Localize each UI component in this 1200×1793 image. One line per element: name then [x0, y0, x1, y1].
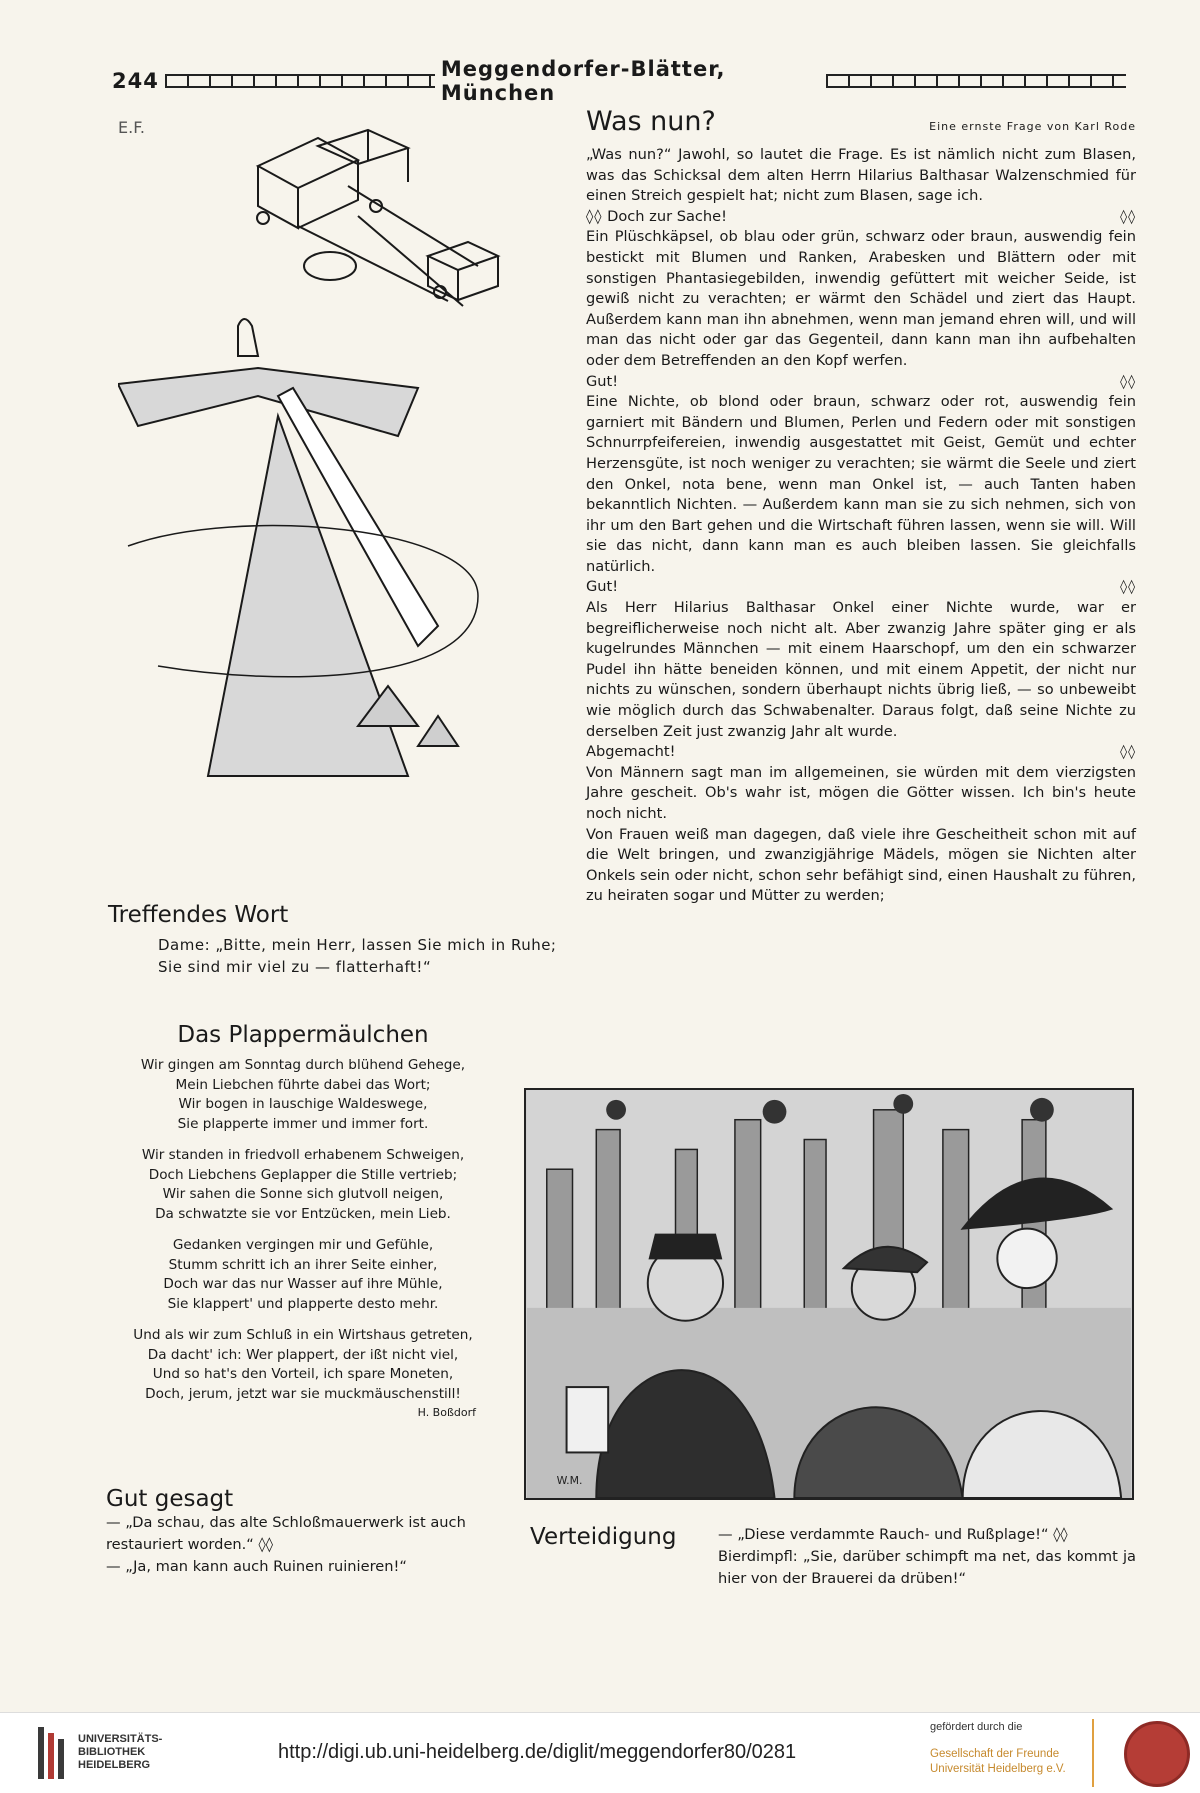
article-paragraph: Abgemacht! [586, 743, 676, 761]
article-was-nun [586, 106, 1136, 907]
article-paragraph: „Was nun?“ Jawohl, so lautet die Frage. Es ist nämlich nicht zum Blasen, was das Schicksal dem alten Herrn Hilarius Balthasar Walzenschmied für einen Streich gespielt hat; nicht zum Blasen, sage ich. [586, 146, 1136, 205]
ornament-mark: ◊◊ [1120, 744, 1136, 761]
article-paragraph: Doch zur Sache! [607, 207, 728, 225]
section-title: Gut gesagt [106, 1486, 234, 1512]
support-text: gefördert durch die [930, 1721, 1023, 1733]
poem-line: Wir sahen die Sonne sich glutvoll neigen, [162, 1186, 444, 1202]
poem-stanza [108, 1236, 498, 1314]
article-paragraph: Eine Nichte, ob blond oder braun, schwarz oder rot, auswendig fein garniert mit Bändern und Blumen, Perlen und Federn oder mit sonstigen Schnurrpfeifereien, inwendig ausgestattet mit Geist, Gemüt und echter Herzensgüte, ist noch weniger zu verachten; sie wärmt die Seele und ziert den Onkel, nota bene, wenn man Onkel ist, — auch Tanten haben bekanntlich Nichten. — Außerdem kann man sie zu sich nehmen, sich von ihr um den Bart gehen und die Wirtschaft führen lassen, wenn sie will. Will sie das nicht, dann kann man es auch bleiben lassen. Sie gleichfalls natürlich. [586, 393, 1136, 575]
poem-line: Und so hat's den Vorteil, ich spare Moneten, [152, 1366, 454, 1382]
poem-line: Wir bogen in lauschige Waldeswege, [178, 1096, 428, 1112]
section-gut-gesagt [106, 1486, 496, 1578]
poem-line: Wir standen in friedvoll erhabenem Schweigen, [141, 1147, 465, 1163]
source-url-link[interactable]: http://digi.ub.uni-heidelberg.de/diglit/meggendorfer80/0281 [278, 1741, 797, 1763]
biplane-box-rear [318, 130, 408, 182]
article-paragraph: Als Herr Hilarius Balthasar Onkel einer Nichte wurde, war er begreiflicherweise noch nicht alt. Aber zwanzig Jahre später ging er als kugelrundes Männchen — mit einem Haarschopf, um den ein schwarzer Pudel ihn hätte beneiden können, und mit einem Appetit, der nicht nur nichts zu wünschen, sondern überhaupt nichts übrig ließ, — so unbeweibt wie möglich durch das Schwabenalter. Daraus folgt, daß seine Nichte zu derselben Zeit just zwanzig Jahr alt wurde. [586, 599, 1136, 740]
page-header [112, 57, 1132, 105]
poem-line: Gedanken vergingen mir und Gefühle, [172, 1237, 434, 1253]
poem-stanza [108, 1146, 498, 1224]
poem-line: Und als wir zum Schluß in ein Wirtshaus getreten, [133, 1327, 473, 1343]
airship-steeple-illustration [118, 126, 538, 896]
poem-line: Doch war das nur Wasser auf ihre Mühle, [163, 1276, 443, 1292]
steeple-platform-wing [118, 368, 418, 436]
illustration-signature: W.M. [556, 1474, 583, 1488]
poem-title: Das Plappermäulchen [177, 1022, 429, 1048]
article-paragraph: Gut! [586, 578, 619, 596]
poem-plappermaeulchen [108, 1022, 498, 1419]
poem-line: Mein Liebchen führte dabei das Wort; [175, 1076, 431, 1093]
poem-line: Da schwatzte sie vor Entzücken, mein Lieb. [155, 1205, 451, 1222]
article-byline: Eine ernste Frage von Karl Rode [929, 120, 1136, 133]
poem-line: Sie klappert' und plapperte desto mehr. [167, 1295, 439, 1312]
poem-line: Doch, jerum, jetzt war sie muckmäuschenstill! [145, 1385, 461, 1402]
page-number: 244 [112, 69, 159, 93]
section-verteidigung [718, 1524, 1136, 1590]
section-treffendes-wort [108, 902, 568, 978]
poem-line: Sie plapperte immer und immer fort. [177, 1115, 429, 1132]
society-name: Gesellschaft der Freunde Universität Heidelberg e.V. [930, 1748, 1066, 1775]
poem-line: Da dacht' ich: Wer plappert, der ißt nicht viel, [147, 1346, 459, 1363]
biplane-box-tail [428, 242, 498, 300]
article-paragraph: Von Frauen weiß man dagegen, daß viele ihre Gescheitheit schon mit auf die Welt bringen, und zwanzigjährige Mädels, mögen sie Nichten alter Onkels sein oder nicht, schon sehr befähigt sind, einen Haushalt zu führen, zu heiraten sogar und Mütter zu werden; [586, 825, 1136, 905]
library-footer [0, 1712, 1200, 1793]
poem-line: Stumm schritt ich an ihrer Seite einher, [168, 1256, 438, 1273]
beer-mug [567, 1387, 609, 1452]
ornament-mark: ◊◊ [1120, 579, 1136, 596]
biplane-box-front [258, 138, 358, 228]
poem-line: Wir gingen am Sonntag durch blühend Gehege, [140, 1057, 466, 1073]
dialogue-line: Bierdimpfl: „Sie, darüber schimpft ma net, das kommt ja hier von der Brauerei da drüben!“ [718, 1548, 1136, 1587]
dialogue-line: — „Diese verdammte Rauch- und Rußplage!“ [718, 1526, 1049, 1543]
illustration-signature: E.F. [118, 118, 145, 137]
ornament-mark: ◊◊ [1053, 1526, 1068, 1543]
ornament-mark: ◊◊ [586, 207, 603, 225]
article-title: Was nun? [586, 106, 716, 137]
footer-divider [1092, 1719, 1094, 1787]
figure-on-steeple [238, 319, 258, 356]
section-title-verteidigung: Verteidigung [530, 1524, 677, 1550]
journal-title: Meggendorfer-Blätter, München [440, 57, 726, 105]
poem-author: H. Boßdorf [417, 1406, 476, 1419]
poem-line: Doch Liebchens Geplapper die Stille vertrieb; [148, 1166, 458, 1183]
ornament-mark: ◊◊ [1120, 208, 1136, 225]
dialogue-line: — „Ja, man kann auch Ruinen ruinieren!“ [106, 1558, 407, 1575]
section-text: Dame: „Bitte, mein Herr, lassen Sie mich in Ruhe; Sie sind mir viel zu — flatterhaft!“ [158, 936, 557, 976]
library-name: UNIVERSITÄTS- BIBLIOTHEK HEIDELBERG [78, 1733, 163, 1771]
dialogue-line: — „Da schau, das alte Schloßmauerwerk ist auch restauriert worden.“ [106, 1514, 466, 1553]
ornament-mark: ◊◊ [1120, 373, 1136, 390]
beer-garden-illustration [524, 1088, 1134, 1500]
ornament-mark: ◊◊ [258, 1536, 273, 1553]
society-seal-icon [1124, 1721, 1190, 1787]
article-paragraph: Von Männern sagt man im allgemeinen, sie würden mit dem vierzigsten Jahre gescheit. Ob's wahr ist, mögen die Götter wissen. Ich bin's heute noch nicht. [586, 763, 1136, 822]
section-title: Treffendes Wort [108, 902, 289, 928]
poem-stanza [108, 1056, 498, 1134]
article-paragraph: Ein Plüschkäpsel, ob blau oder grün, schwarz oder braun, auswendig fein bestickt mit Blumen und Ranken, Arabesken und Blättern oder mit sonstigen Phantasiegebilden, inwendig gefüttert mit weicher Seide, ist gewiß nicht zu verachten; er wärmt den Schädel und ziert das Haupt. Außerdem kann man ihn abnehmen, wenn man jemand ehren will, und will man das nicht oder gar das Gegenteil, dann kann man ihn aufbehalten oder dem Betreffenden an den Kopf werfen. [586, 228, 1136, 369]
poem-stanza [108, 1326, 498, 1404]
article-paragraph: Gut! [586, 372, 619, 390]
header-ornament-left [165, 74, 435, 88]
header-ornament-right [826, 74, 1126, 88]
library-logo-icon [38, 1727, 68, 1779]
